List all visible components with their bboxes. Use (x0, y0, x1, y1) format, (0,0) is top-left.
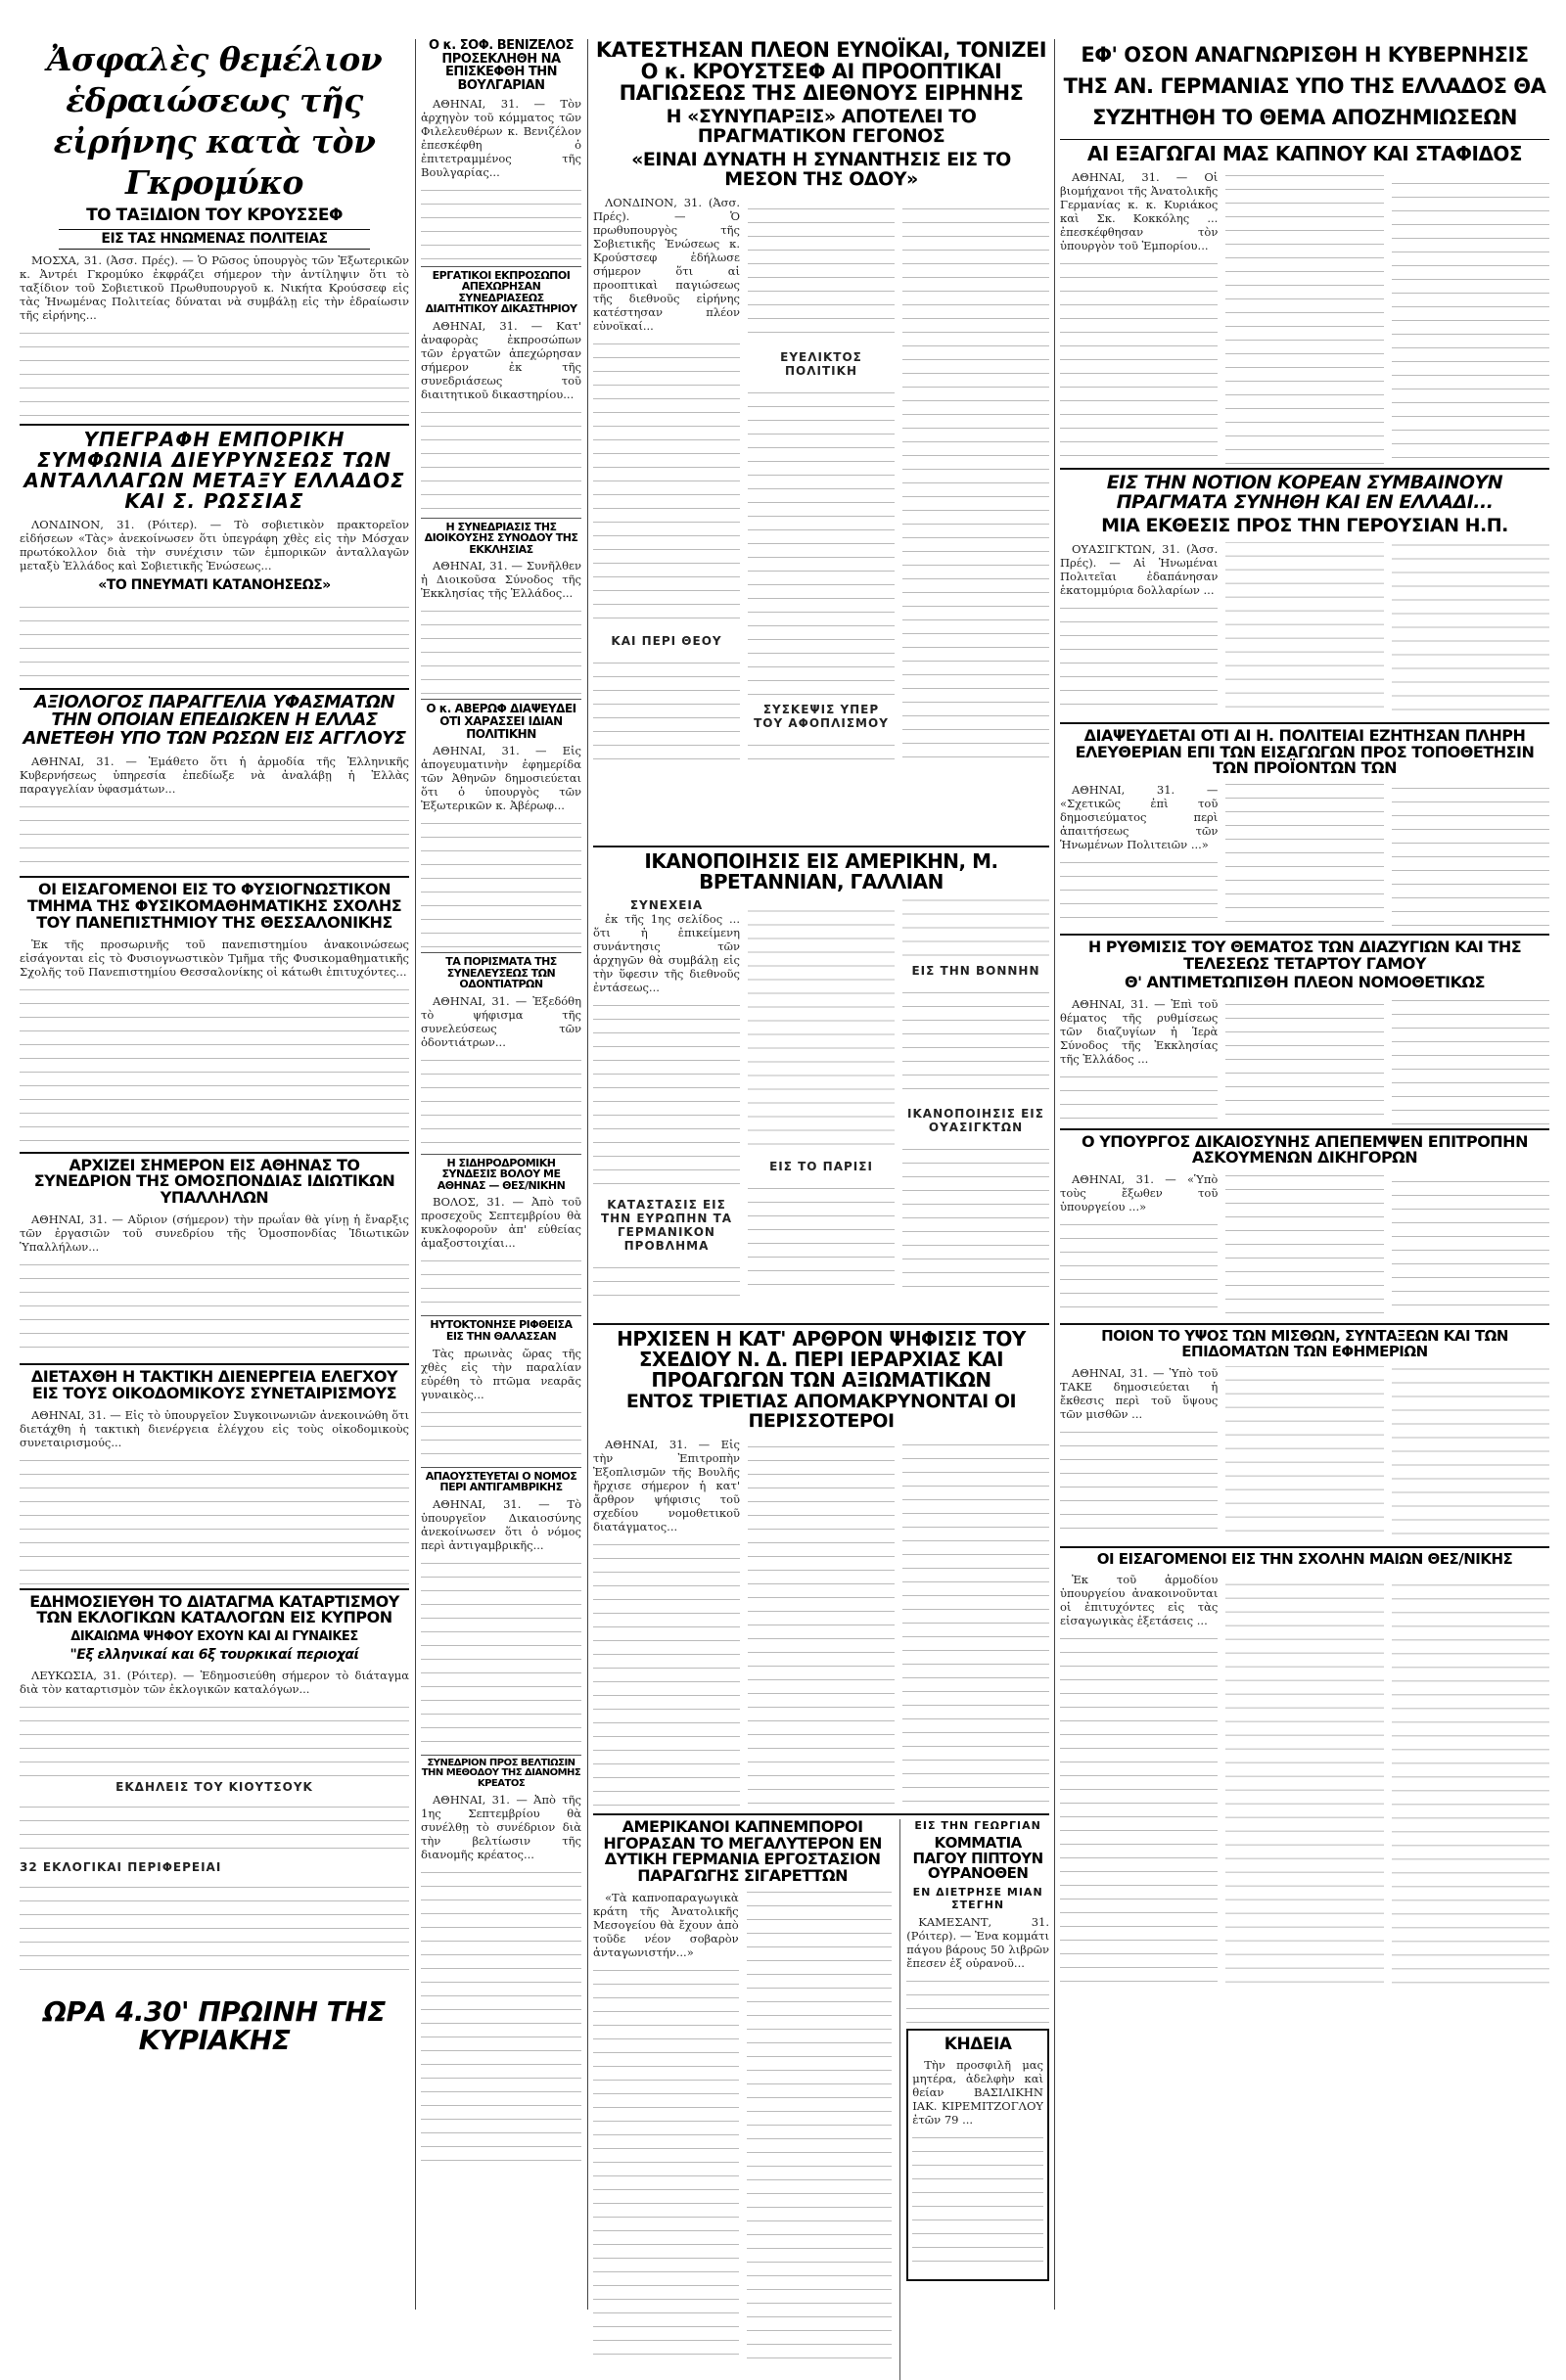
headline: Ο κ. ΣΟΦ. ΒΕΝΙΖΕΛΟΣ ΠΡΟΣΕΚΛΗΘΗ ΝΑ ΕΠΙΣΚΕΦΘΗ ΤΗΝ ΒΟΥΛΓΑΡΙΑΝ (428, 38, 575, 93)
article-subhead: 32 ΕΚΛΟΓΙΚΑΙ ΠΕΡΙΦΕΡΕΙΑΙ (20, 1859, 222, 1874)
article-subhead: ΙΚΑΝΟΠΟΙΗΣΙΣ ΕΙΣ ΟΥΑΣΙΓΚΤΩΝ (907, 1106, 1044, 1134)
column-rule (587, 39, 588, 2310)
headline: ΕΙΣ ΤΗΝ ΝΟΤΙΟΝ ΚΟΡΕΑΝ ΣΥΜΒΑΙΝΟΥΝ ΠΡΑΓΜΑΤΑ ΣΥΝΗΘΗ ΚΑΙ ΕΝ ΕΛΛΑΔΙ... (1106, 472, 1503, 513)
headline: Ἀσφαλὲς θεμέλιον ἑδραιώσεως τῆς εἰρήνης κατὰ τὸν Γκρομύκο (46, 40, 383, 202)
headline: Η ΡΥΘΜΙΣΙΣ ΤΟΥ ΘΕΜΑΤΟΣ ΤΩΝ ΔΙΑΖΥΓΙΩΝ ΚΑΙ ΤΗΣ ΤΕΛΕΣΕΩΣ ΤΕΤΑΡΤΟΥ ΓΑΜΟΥ (1087, 938, 1522, 973)
subheadline: ΑΙ ΕΞΑΓΩΓΑΙ ΜΑΣ ΚΑΠΝΟΥ ΚΑΙ ΣΤΑΦΙΔΟΣ (1060, 139, 1549, 164)
article-text: ΑΘΗΝΑΙ, 31. — Κατ' ἀναφορὰς ἐκπροσώπων τῶν ἐργατῶν ἀπεχώρησαν σήμερον ἐκ τῆς συνεδριάσεως τοῦ διαιτητικοῦ δικαστηρίου... (421, 319, 581, 515)
article-text: Τὰς πρωινὰς ὥρας τῆς χθὲς εἰς τὴν παραλίαν εὑρέθη τὸ πτῶμα νεαρᾶς γυναικὸς... (421, 1347, 581, 1464)
article-text: ΑΘΗΝΑΙ, 31. — Αὔριον (σήμερον) τὴν πρωΐαν θὰ γίνῃ ἡ ἔναρξις τῶν ἐργασιῶν τοῦ συνεδρίου τῆς Ὁμοσπονδίας Ἰδιωτικῶν Ὑπαλλήλων... (20, 1213, 409, 1359)
headline: ΕΦ' ΟΣΟΝ ΑΝΑΓΝΩΡΙΣΘΗ Η ΚΥΒΕΡΝΗΣΙΣ ΤΗΣ ΑΝ. ΓΕΡΜΑΝΙΑΣ ΥΠΟ ΤΗΣ ΕΛΛΑΔΟΣ ΘΑ ΣΥΖΗΤΗΘΗ ΤΟ ΘΕΜΑ ΑΠΟΖΗΜΙΩΣΕΩΝ (1063, 43, 1546, 129)
headline: ΤΑ ΠΟΡΙΣΜΑΤΑ ΤΗΣ ΣΥΝΕΛΕΥΣΕΩΣ ΤΩΝ ΟΔΟΝΤΙΑΤΡΩΝ (445, 955, 557, 991)
article-subhead: ΕΥΕΛΙΚΤΟΣ ΠΟΛΙΤΙΚΗ (780, 349, 862, 378)
subheadline: Θ' ΑΝΤΙΜΕΤΩΠΙΣΘΗ ΠΛΕΟΝ ΝΟΜΟΘΕΤΙΚΩΣ (1124, 972, 1486, 991)
obituary-box (906, 2029, 1049, 2281)
headline: ΟΙ ΕΙΣΑΓΟΜΕΝΟΙ ΕΙΣ ΤΟ ΦΥΣΙΟΓΝΩΣΤΙΚΟΝ ΤΜΗΜΑ ΤΗΣ ΦΥΣΙΚΟΜΑΘΗΜΑΤΙΚΗΣ ΣΧΟΛΗΣ ΤΟΥ ΠΑΝΕΠΙΣΤΗΜΙΟΥ ΤΗΣ ΘΕΣΣΑΛΟΝΙΚΗΣ (26, 880, 402, 932)
subheadline: ΔΙΚΑΙΩΜΑ ΨΗΦΟΥ ΕΧΟΥΝ ΚΑΙ ΑΙ ΓΥΝΑΙΚΕΣ (70, 1629, 358, 1645)
headline: ΑΡΧΙΖΕΙ ΣΗΜΕΡΟΝ ΕΙΣ ΑΘΗΝΑΣ ΤΟ ΣΥΝΕΔΡΙΟΝ ΤΗΣ ΟΜΟΣΠΟΝΔΙΑΣ ΙΔΙΩΤΙΚΩΝ ΥΠΑΛΛΗΛΩΝ (33, 1155, 395, 1208)
article-text: ΑΘΗΝΑΙ, 31. — Ἀπὸ τῆς 1ης Σεπτεμβρίου θὰ συνέλθῃ τὸ συνέδριον διὰ τὴν βελτίωσιν τῆς διανομῆς κρέατος... (421, 1793, 581, 2165)
column-rule (1054, 39, 1055, 2310)
subheadline: "Εξ ελληνικαί και 6ξ τουρκικαί περιοχαί (69, 1646, 359, 1663)
article-subhead: ΚΑΙ ΠΕΡΙ ΘΕΟΥ (611, 633, 722, 648)
subheadline: ΜΙΑ ΕΚΘΕΣΙΣ ΠΡΟΣ ΤΗΝ ΓΕΡΟΥΣΙΑΝ Η.Π. (1101, 514, 1508, 536)
article-subhead: ΕΙΣ ΤΗΝ ΓΕΩΡΓΙΑΝ (914, 1818, 1041, 1832)
headline: Ο κ. ΑΒΕΡΩΦ ΔΙΑΨΕΥΔΕΙ ΟΤΙ ΧΑΡΑΣΣΕΙ ΙΔΙΑΝ ΠΟΛΙΤΙΚΗΝ (426, 702, 576, 741)
headline: ΕΔΗΜΟΣΙΕΥΘΗ ΤΟ ΔΙΑΤΑΓΜΑ ΚΑΤΑΡΤΙΣΜΟΥ ΤΩΝ ΕΚΛΟΓΙΚΩΝ ΚΑΤΑΛΟΓΩΝ ΕΙΣ ΚΥΠΡΟΝ (29, 1591, 399, 1627)
subheadline: «ΕΙΝΑΙ ΔΥΝΑΤΗ Η ΣΥΝΑΝΤΗΣΙΣ ΕΙΣ ΤΟ ΜΕΣΟΝ ΤΗΣ ΟΔΟΥ» (631, 149, 1011, 190)
headline: ΚΟΜΜΑΤΙΑ ΠΑΓΟΥ ΠΙΠΤΟΥΝ ΟΥΡΑΝΟΘΕΝ (912, 1833, 1043, 1883)
article-text: ΟΥΑΣΙΓΚΤΩΝ, 31. (Ἀσσ. Πρές). — Αἱ Ἡνωμέναι Πολιτεῖαι ἐδαπάνησαν ἑκατομμύρια δολλαρίων ... (1060, 542, 1549, 718)
subheadline: ΤΟ ΤΑΞΙΔΙΟΝ ΤΟΥ ΚΡΟΥΣΣΕΦ (86, 206, 343, 225)
article-text: ΣΥΝΕΧΕΙΑ ἐκ τῆς 1ης σελίδος ... ὅτι ἡ ἐπικείμενη συνάντησις τῶν ἀρχηγῶν θὰ συμβάλῃ εἰς τὴν ὕφεσιν τῆς διεθνοῦς ἐντάσεως... ΚΑΤΑΣΤΑΣΙΣ ΕΙΣ ΤΗΝ ΕΥΡΩΠΗΝ ΤΑ ΓΕΡΜΑΝΙΚΟΝ ΠΡΟΒΛΗΜΑ ΕΙΣ ΤΟ ΠΑΡΙΣΙ ΕΙΣ ΤΗΝ ΒΟΝΝΗΝ ΙΚΑΝΟΠΟΙΗΣΙΣ ΕΙΣ ΟΥΑΣΙΓΚΤΩΝ (593, 898, 1049, 1319)
footer-headline: ΩΡΑ 4.30' ΠΡΩΙΝΗ ΤΗΣ ΚΥΡΙΑΚΗΣ (43, 1994, 386, 2056)
article-text: ΑΘΗΝΑΙ, 31. — Συνῆλθεν ἡ Διοικοῦσα Σύνοδος τῆς Ἐκκλησίας τῆς Ἑλλάδος... (421, 559, 581, 696)
headline: ΗΥΤΟΚΤΟΝΗΣΕ ΡΙΦΘΕΙΣΑ ΕΙΣ ΤΗΝ ΘΑΛΑΣΣΑΝ (430, 1318, 573, 1343)
headline: ΠΟΙΟΝ ΤΟ ΥΨΟΣ ΤΩΝ ΜΙΣΘΩΝ, ΣΥΝΤΑΞΕΩΝ ΚΑΙ ΤΩΝ ΕΠΙΔΟΜΑΤΩΝ ΤΩΝ ΕΦΗΜΕΡΙΩΝ (1101, 1327, 1508, 1360)
article-text: ΑΘΗΝΑΙ, 31. — Οἱ βιομήχανοι τῆς Ἀνατολικῆς Γερμανίας κ. κ. Κυριάκος καὶ Σκ. Κοκκόλης ... ἐπεσκέφθησαν τὸν ὑπουργὸν τοῦ Ἐμπορίου... (1060, 170, 1549, 464)
article-text: ΛΟΝΔΙΝΟΝ, 31. (Ρόιτερ). — Τὸ σοβιετικὸν πρακτορεῖον εἰδήσεων «Τὰς» ἀνεκοίνωσεν ὅτι ὑπεγράφη χθὲς εἰς τὴν Μόσχαν πρωτόκολλον διὰ τὴν συνέχισιν τῶν ἐμπορικῶν ἀνταλλαγῶν μεταξὺ Ἑλλάδος καὶ Σοβιετικῆς Ἑνώσεως... «ΤΟ ΠΝΕΥΜΑΤΙ ΚΑΤΑΝΟΗΣΕΩΣ» (20, 518, 409, 684)
headline: ΕΡΓΑΤΙΚΟΙ ΕΚΠΡΟΣΩΠΟΙ ΑΠΕΧΩΡΗΣΑΝ ΣΥΝΕΔΡΙΑΣΕΩΣ ΔΙΑΙΤΗΤΙΚΟΥ ΔΙΚΑΣΤΗΡΙΟΥ (425, 268, 577, 316)
article-text: ΛΕΥΚΩΣΙΑ, 31. (Ρόιτερ). — Ἐδημοσιεύθη σήμερον τὸ διάταγμα διὰ τὸν καταρτισμὸν τῶν ἐκλογικῶν καταλόγων... ΕΚΔΗΛΕΙΣ ΤΟΥ ΚΙΟΥΤΣΟΥΚ 32 ΕΚΛΟΓΙΚΑΙ ΠΕΡΙΦΕΡΕΙΑΙ (20, 1669, 409, 1991)
article-text: ΑΘΗΝΑΙ, 31. — Ἐξεδόθη τὸ ψήφισμα τῆς συνελεύσεως τῶν ὀδοντιάτρων... (421, 994, 581, 1151)
article-text: ΑΘΗΝΑΙ, 31. — Εἰς τὸ ὑπουργεῖον Συγκοινωνιῶν ἀνεκοινώθη ὅτι διετάχθη ἡ τακτικὴ διενέργεια ἐλέγχου εἰς τοὺς οἰκοδομικοὺς συνεταιρισμούς... (20, 1408, 409, 1584)
article-text: ΛΟΝΔΙΝΟΝ, 31. (Ἀσσ. Πρές). — Ὁ πρωθυπουργὸς τῆς Σοβιετικῆς Ἑνώσεως κ. Κρούστσεφ ἐδήλωσε σήμερον ὅτι αἱ προοπτικαὶ παγιώσεως τῆς διεθνοῦς εἰρήνης κατέστησαν πλέον εὐνοϊκαί... ΚΑΙ ΠΕΡΙ ΘΕΟΥ ΕΥΕΛΙΚΤΟΣ ΠΟΛΙΤΙΚΗ ΣΥΣΚΕΨΙΣ ΥΠΕΡ ΤΟΥ ΑΦΟΠΛΙΣΜΟΥ (593, 196, 1049, 842)
subheadline: Η «ΣΥΝΥΠΑΡΞΙΣ» ΑΠΟΤΕΛΕΙ ΤΟ ΠΡΑΓΜΑΤΙΚΟΝ ΓΕΓΟΝΟΣ (666, 106, 977, 148)
article-text: ΑΘΗΝΑΙ, 31. — Εἰς ἀπογευματινὴν ἐφημερίδα τῶν Ἀθηνῶν δημοσιεύεται ὅτι ὁ ὑπουργὸς τῶν Ἐξωτερικῶν κ. Ἀβέρωφ... (421, 744, 581, 949)
article-text: ΒΟΛΟΣ, 31. — Ἀπὸ τοῦ προσεχοῦς Σεπτεμβρίου θὰ κυκλοφοροῦν ἀπ' εὐθείας ἁμαξοστοιχίαι... (421, 1195, 581, 1312)
article-text: ΑΘΗΝΑΙ, 31. — Εἰς τὴν Ἐπιτροπὴν Ἐξοπλισμῶν τῆς Βουλῆς ἤρχισε σήμερον ἡ κατ' ἄρθρον ψήφισις τοῦ σχεδίου νομοθετικοῦ διατάγματος... (593, 1438, 1049, 1809)
article-text: Ἐκ τοῦ ἀρμοδίου ὑπουργείου ἀνακοινοῦνται οἱ ἐπιτυχόντες εἰς τὰς εἰσαγωγικὰς ἐξετάσεις ... (1060, 1573, 1549, 1984)
article-subhead: ΕΙΣ ΤΗΝ ΒΟΝΝΗΝ (911, 963, 1040, 978)
article-text: ΑΘΗΝΑΙ, 31. — Τὸν ἀρχηγὸν τοῦ κόμματος τῶν Φιλελευθέρων κ. Βενιζέλον ἐπεσκέφθη ὁ ἐπιτετραμμένος τῆς Βουλγαρίας... (421, 97, 581, 263)
article-text: ΑΘΗΝΑΙ, 31. — Ὑπὸ τοῦ ΤΑΚΕ δημοσιεύεται ἡ ἔκθεσις περὶ τοῦ ὕψους τῶν μισθῶν ... (1060, 1366, 1549, 1542)
article-text: ΚΑΜΕΣΑΝΤ, 31. (Ρόιτερ). — Ἐνα κομμάτι πάγου βάρους 50 λιβρῶν ἔπεσεν ἐξ οὐρανοῦ... (906, 1915, 1049, 2023)
headline: Η ΣΥΝΕΔΡΙΑΣΙΣ ΤΗΣ ΔΙΟΙΚΟΥΣΗΣ ΣΥΝΟΔΟΥ ΤΗΣ ΕΚΚΛΗΣΙΑΣ (424, 520, 578, 556)
obituary-title: ΚΗΔΕΙΑ (944, 2035, 1012, 2055)
headline: ΑΠΑΟΥΣΤΕΥΕΤΑΙ Ο ΝΟΜΟΣ ΠΕΡΙ ΑΝΤΙΓΑΜΒΡΙΚΗΣ (425, 1469, 577, 1494)
column-1 (20, 39, 409, 2054)
article-subhead: ΣΥΣΚΕΨΙΣ ΥΠΕΡ ΤΟΥ ΑΦΟΠΛΙΣΜΟΥ (754, 702, 889, 730)
headline: ΟΙ ΕΙΣΑΓΟΜΕΝΟΙ ΕΙΣ ΤΗΝ ΣΧΟΛΗΝ ΜΑΙΩΝ ΘΕΣ/ΝΙΚΗΣ (1096, 1549, 1513, 1568)
headline: Ο ΥΠΟΥΡΓΟΣ ΔΙΚΑΙΟΣΥΝΗΣ ΑΠΕΠΕΜΨΕΝ ΕΠΙΤΡΟΠΗΝ ΑΣΚΟΥΜΕΝΩΝ ΔΙΚΗΓΟΡΩΝ (1082, 1131, 1528, 1167)
article-text: ΑΘΗΝΑΙ, 31. — Ἐμάθετο ὅτι ἡ ἀρμοδία τῆς Ἑλληνικῆς Κυβερνήσεως ὑπηρεσία ἐπεδίωξε νὰ ἀναλάβῃ ἡ Ἑλλὰς παραγγελίαν ὑφασμάτων... (20, 755, 409, 872)
article-text: ΜΟΣΧΑ, 31. (Ἀσσ. Πρές). — Ὁ Ρῶσος ὑπουργὸς τῶν Ἐξωτερικῶν κ. Ἀντρέι Γκρομύκο ἐκφράζει σήμερον τὴν ἀντίληψιν ὅτι τὸ ταξίδιον τοῦ Σοβιετικοῦ Πρωθυπουργοῦ κ. Νικήτα Κρούσσεφ εἰς τὰς Ἡνωμένας Πολιτείας δύναται νὰ συμβάλῃ εἰς τὴν ἑδραίωσιν τῆς εἰρήνης... (20, 253, 409, 420)
subheadline: ΕΙΣ ΤΑΣ ΗΝΩΜΕΝΑΣ ΠΟΛΙΤΕΙΑΣ (59, 229, 370, 250)
article-subhead: ΕΝ ΔΙΕΤΡΗΣΕ ΜΙΑΝ ΣΤΕΓΗΝ (912, 1886, 1043, 1912)
column-4 (1060, 39, 1549, 1984)
article-subhead: ΣΥΝΕΧΕΙΑ (629, 897, 704, 912)
obituary-text: Τὴν προσφιλῆ μας μητέρα, ἀδελφὴν καὶ θείαν ΒΑΣΙΛΙΚΗΝ ΙΑΚ. ΚΙΡΕΜΙΤΖΟΓΛΟΥ ἐτῶν 79 ... (912, 2058, 1043, 2273)
article-text: ΑΘΗΝΑΙ, 31. — Τὸ ὑπουργεῖον Δικαιοσύνης ἀνεκοίνωσεν ὅτι ὁ νόμος περὶ ἀντιγαμβρικῆς... (421, 1497, 581, 1752)
column-3 (593, 39, 1049, 2380)
article-text: Ἐκ τῆς προσωρινῆς τοῦ πανεπιστημίου ἀνακοινώσεως εἰσάγονται εἰς τὸ Φυσιογνωστικὸν Τμῆμα τῆς Φυσικομαθηματικῆς Σχολῆς τοῦ Πανεπιστημίου Θεσσαλονίκης οἱ κάτωθι ἐπιτυχόντες... (20, 938, 409, 1148)
article-text: ΑΘΗΝΑΙ, 31. — «Σχετικῶς ἐπὶ τοῦ δημοσιεύματος περὶ ἀπαιτήσεως τῶν Ἡνωμένων Πολιτειῶν ...» (1060, 783, 1549, 930)
article-text: ΑΘΗΝΑΙ, 31. — Ἐπὶ τοῦ θέματος τῆς ρυθμίσεως τῶν διαζυγίων ἡ Ἱερὰ Σύνοδος τῆς Ἐκκλησίας τῆς Ἑλλάδος ... (1060, 997, 1549, 1124)
headline: ΙΚΑΝΟΠΟΙΗΣΙΣ ΕΙΣ ΑΜΕΡΙΚΗΝ, Μ. ΒΡΕΤΑΝΝΙΑΝ, ΓΑΛΛΙΑΝ (644, 848, 998, 893)
headline: ΥΠΕΓΡΑΦΗ ΕΜΠΟΡΙΚΗ ΣΥΜΦΩΝΙΑ ΔΙΕΥΡΥΝΣΕΩΣ ΤΩΝ ΑΝΤΑΛΛΑΓΩΝ ΜΕΤΑΞΥ ΕΛΛΑΔΟΣ ΚΑΙ Σ. ΡΩΣΣΙΑΣ (23, 427, 405, 513)
headline: ΣΥΝΕΔΡΙΟΝ ΠΡΟΣ ΒΕΛΤΙΩΣΙΝ ΤΗΝ ΜΕΘΟΔΟΥ ΤΗΣ ΔΙΑΝΟΜΗΣ ΚΡΕΑΤΟΣ (421, 1757, 581, 1789)
headline: ΑΞΙΟΛΟΓΟΣ ΠΑΡΑΓΓΕΛΙΑ ΥΦΑΣΜΑΤΩΝ ΤΗΝ ΟΠΟΙΑΝ ΕΠΕΔΙΩΚΕΝ Η ΕΛΛΑΣ ΑΝΕΤΕΘΗ ΥΠΟ ΤΩΝ ΡΩΣΩΝ ΕΙΣ ΑΓΓΛΟΥΣ (23, 691, 406, 750)
article-text: «Τὰ καπνοπαραγωγικὰ κράτη τῆς Ἀνατολικῆς Μεσογείου θὰ ἔχουν ἀπὸ τοῦδε νέον σοβαρὸν ἀνταγωνιστήν...» (593, 1891, 892, 2380)
headline: ΗΡΧΙΣΕΝ Η ΚΑΤ' ΑΡΘΡΟΝ ΨΗΦΙΣΙΣ ΤΟΥ ΣΧΕΔΙΟΥ Ν. Δ. ΠΕΡΙ ΙΕΡΑΡΧΙΑΣ ΚΑΙ ΠΡΟΑΓΩΓΩΝ ΤΩΝ ΑΞΙΩΜΑΤΙΚΩΝ (617, 1326, 1026, 1392)
column-2 (421, 39, 581, 2165)
article-text: ΑΘΗΝΑΙ, 31. — «Ὑπὸ τοὺς ἔξωθεν τοῦ ὑπουργείου ...» (1060, 1172, 1549, 1319)
headline: ΔΙΕΤΑΧΘΗ Η ΤΑΚΤΙΚΗ ΔΙΕΝΕΡΓΕΙΑ ΕΛΕΓΧΟΥ ΕΙΣ ΤΟΥΣ ΟΙΚΟΔΟΜΙΚΟΥΣ ΣΥΝΕΤΑΙΡΙΣΜΟΥΣ (30, 1366, 398, 1402)
article-subhead: «ΤΟ ΠΝΕΥΜΑΤΙ ΚΑΤΑΝΟΗΣΕΩΣ» (98, 576, 331, 593)
article-subhead: ΕΚΔΗΛΕΙΣ ΤΟΥ ΚΙΟΥΤΣΟΥΚ (115, 1779, 313, 1794)
article-subhead: ΕΙΣ ΤΟ ΠΑΡΙΣΙ (769, 1160, 873, 1174)
headline: ΔΙΑΨΕΥΔΕΤΑΙ ΟΤΙ ΑΙ Η. ΠΟΛΙΤΕΙΑΙ ΕΖΗΤΗΣΑΝ ΠΛΗΡΗ ΕΛΕΥΘΕΡΙΑΝ ΕΠΙ ΤΩΝ ΕΙΣΑΓΩΓΩΝ ΠΡΟΣ ΤΟΠΟΘΕΤΗΣΙΝ ΤΩΝ ΠΡΟΪΟΝΤΩΝ ΤΩΝ (1075, 725, 1535, 778)
subheadline: ΕΝΤΟΣ ΤΡΙΕΤΙΑΣ ΑΠΟΜΑΚΡΥΝΟΝΤΑΙ ΟΙ ΠΕΡΙΣΣΟΤΕΡΟΙ (625, 1390, 1017, 1432)
headline: ΑΜΕΡΙΚΑΝΟΙ ΚΑΠΝΕΜΠΟΡΟΙ ΗΓΟΡΑΣΑΝ ΤΟ ΜΕΓΑΛΥΤΕΡΟΝ ΕΝ ΔΥΤΙΚΗ ΓΕΡΜΑΝΙΑ ΕΡΓΟΣΤΑΣΙΟΝ ΠΑΡΑΓΩΓΗΣ ΣΙΓΑΡΕΤΤΩΝ (603, 1816, 882, 1886)
headline: Η ΣΙΔΗΡΟΔΡΟΜΙΚΗ ΣΥΝΔΕΣΙΣ ΒΟΛΟΥ ΜΕ ΑΘΗΝΑΣ — ΘΕΣ/ΝΙΚΗΝ (437, 1156, 566, 1192)
article-subhead: ΚΑΤΑΣΤΑΣΙΣ ΕΙΣ ΤΗΝ ΕΥΡΩΠΗΝ ΤΑ ΓΕΡΜΑΝΙΚΟΝ ΠΡΟΒΛΗΜΑ (600, 1197, 733, 1253)
column-rule (415, 39, 416, 2310)
headline: ΚΑΤΕΣΤΗΣΑΝ ΠΛΕΟΝ ΕΥΝΟΪΚΑΙ, ΤΟΝΙΖΕΙ Ο κ. ΚΡΟΥΣΤΣΕΦ ΑΙ ΠΡΟΟΠΤΙΚΑΙ ΠΑΓΙΩΣΕΩΣ ΤΗΣ ΔΙΕΘΝΟΥΣ ΕΙΡΗΝΗΣ (595, 38, 1047, 106)
